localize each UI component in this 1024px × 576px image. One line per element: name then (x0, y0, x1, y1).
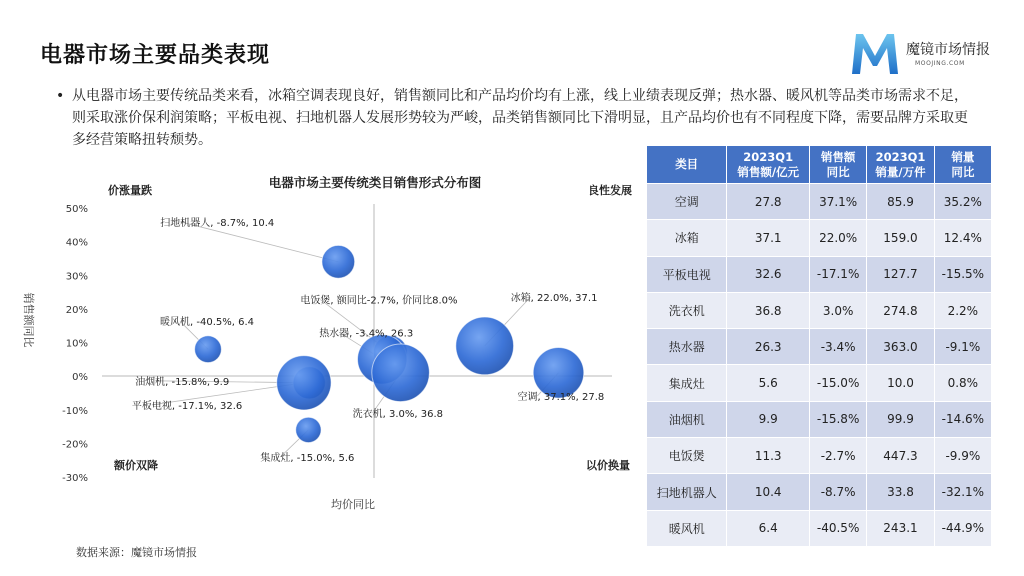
table-cell: 22.0% (810, 220, 867, 256)
bubble-label-冰箱: 冰箱, 22.0%, 37.1 (510, 292, 598, 304)
summary-bullet: • (56, 88, 65, 104)
table-row (647, 474, 992, 510)
quadrant-label-top-left: 价涨量跌 (108, 184, 152, 197)
header-q1-volume: 2023Q1 销量/万件 (867, 146, 934, 184)
table-cell: -8.7% (810, 474, 867, 510)
table-cell: -9.1% (934, 329, 991, 365)
table-cell: 3.0% (810, 292, 867, 328)
table-cell: -44.9% (934, 510, 991, 546)
table-cell: 159.0 (867, 220, 934, 256)
moojing-logo-icon (848, 30, 902, 76)
bubble-label-扫地机器人: 扫地机器人, -8.7%, 10.4 (160, 217, 275, 229)
table-cell: 26.3 (727, 329, 810, 365)
table-cell: 274.8 (867, 292, 934, 328)
logo-name: 魔镜市场情报 (906, 42, 990, 58)
table-cell: 10.0 (867, 365, 934, 401)
table-cell: -15.5% (934, 256, 991, 292)
bubble-chart-svg (0, 160, 640, 540)
bubble-label-洗衣机: 洗衣机, 3.0%, 36.8 (352, 408, 443, 420)
chart-title: 电器市场主要传统类目销售形式分布图 (268, 175, 482, 190)
bubble-label-油烟机: 油烟机, -15.8%, 9.9 (135, 376, 230, 388)
table-cell: 99.9 (867, 401, 934, 437)
table-cell: 35.2% (934, 184, 991, 220)
y-tick-label: 30% (65, 271, 88, 283)
table-cell: 9.9 (727, 401, 810, 437)
bubble-扫地机器人 (322, 245, 355, 278)
table-cell: 6.4 (727, 510, 810, 546)
y-tick-label: 40% (65, 237, 88, 249)
bubble-集成灶 (296, 417, 321, 442)
table-cell: 36.8 (727, 292, 810, 328)
table-cell: 243.1 (867, 510, 934, 546)
bubble-label-热水器: 热水器, -3.4%, 26.3 (319, 328, 414, 340)
table-row (647, 256, 992, 292)
table-row (647, 292, 992, 328)
brand-logo (848, 30, 1008, 78)
table-cell: 11.3 (727, 438, 810, 474)
table-cell: 洗衣机 (647, 292, 727, 328)
bubble-label-空调: 空调, 37.1%, 27.8 (517, 391, 605, 403)
table-cell: 32.6 (727, 256, 810, 292)
y-tick-label: 10% (65, 338, 88, 350)
bubble-chart (0, 160, 640, 540)
table-cell: 暖风机 (647, 510, 727, 546)
table-cell: 5.6 (727, 365, 810, 401)
y-tick-label: -10% (62, 405, 88, 417)
bubble-label-平板电视: 平板电视, -17.1%, 32.6 (131, 400, 243, 412)
bubble-洗衣机 (372, 344, 430, 402)
bubble-平板电视 (277, 356, 331, 410)
quadrant-label-top-right: 良性发展 (588, 184, 632, 197)
table-cell: 33.8 (867, 474, 934, 510)
table-cell: -17.1% (810, 256, 867, 292)
header-category: 类目 (647, 146, 727, 184)
table-body (647, 184, 992, 547)
summary-text: 从电器市场主要传统品类来看，冰箱空调表现良好，销售额同比和产品均价均有上涨，线上业绩表现反弹；热水器、暖风机等品类市场需求不足，则采取涨价保利润策略；平板电视、扫地机器人发展形势较为严峻，品类销售额同比下滑明显，且产品均价也有不同程度下降，需要品牌方采取更多经营策略扭转颓势。 (72, 88, 968, 148)
y-tick-label: -20% (62, 439, 88, 451)
table-cell: -32.1% (934, 474, 991, 510)
table-cell: 0.8% (934, 365, 991, 401)
table-cell: -3.4% (810, 329, 867, 365)
bubble-label-电饭煲: 电饭煲, 额同比-2.7%, 价同比8.0% (300, 295, 458, 307)
table-cell: 电饭煲 (647, 438, 727, 474)
table-cell: -9.9% (934, 438, 991, 474)
table-cell: 热水器 (647, 329, 727, 365)
table-cell: 127.7 (867, 256, 934, 292)
y-tick-label: -30% (62, 473, 88, 484)
header-sales-yoy: 销售额 同比 (810, 146, 867, 184)
table-cell: -15.8% (810, 401, 867, 437)
bubble-空调 (533, 348, 584, 399)
table-cell: -14.6% (934, 401, 991, 437)
table-row (647, 184, 992, 220)
table-cell: 27.8 (727, 184, 810, 220)
summary-paragraph (56, 85, 976, 151)
table-header-row (647, 146, 992, 184)
table-cell: 2.2% (934, 292, 991, 328)
table-cell: 363.0 (867, 329, 934, 365)
table-cell: 37.1% (810, 184, 867, 220)
table-cell: 扫地机器人 (647, 474, 727, 510)
x-axis-label: 均价同比 (331, 498, 375, 511)
table-cell: 平板电视 (647, 256, 727, 292)
table-row (647, 329, 992, 365)
category-data-table (646, 145, 992, 547)
table-cell: 447.3 (867, 438, 934, 474)
table-cell: 12.4% (934, 220, 991, 256)
quadrant-label-bottom-right: 以价换量 (586, 459, 630, 472)
quadrant-label-bottom-left: 额价双降 (114, 459, 158, 472)
bubble-label-暖风机: 暖风机, -40.5%, 6.4 (160, 317, 254, 329)
table-cell: -15.0% (810, 365, 867, 401)
header-q1-sales: 2023Q1 销售额/亿元 (727, 146, 810, 184)
y-tick-label: 50% (65, 204, 88, 215)
y-tick-label: 0% (72, 372, 88, 384)
table-row (647, 510, 992, 546)
bubble-冰箱 (456, 317, 514, 375)
table-cell: 10.4 (727, 474, 810, 510)
table-cell: 37.1 (727, 220, 810, 256)
y-axis-ticks (62, 204, 88, 484)
page-title: 电器市场主要品类表现 (40, 43, 271, 68)
table-cell: 空调 (647, 184, 727, 220)
table-row (647, 365, 992, 401)
data-source-note: 数据来源：魔镜市场情报 (76, 546, 197, 559)
bubble-暖风机 (195, 336, 222, 363)
header-volume-yoy: 销量 同比 (934, 146, 991, 184)
y-tick-label: 20% (65, 304, 88, 316)
table-cell: 85.9 (867, 184, 934, 220)
logo-url: MOOJING.COM (915, 60, 965, 67)
table-cell: -40.5% (810, 510, 867, 546)
table-row (647, 401, 992, 437)
y-axis-label: 销售额同比 (22, 292, 35, 348)
table-cell: 冰箱 (647, 220, 727, 256)
table-cell: -2.7% (810, 438, 867, 474)
table-row (647, 220, 992, 256)
table-row (647, 438, 992, 474)
bubble-label-集成灶: 集成灶, -15.0%, 5.6 (260, 452, 355, 464)
table-cell: 集成灶 (647, 365, 727, 401)
table-cell: 油烟机 (647, 401, 727, 437)
